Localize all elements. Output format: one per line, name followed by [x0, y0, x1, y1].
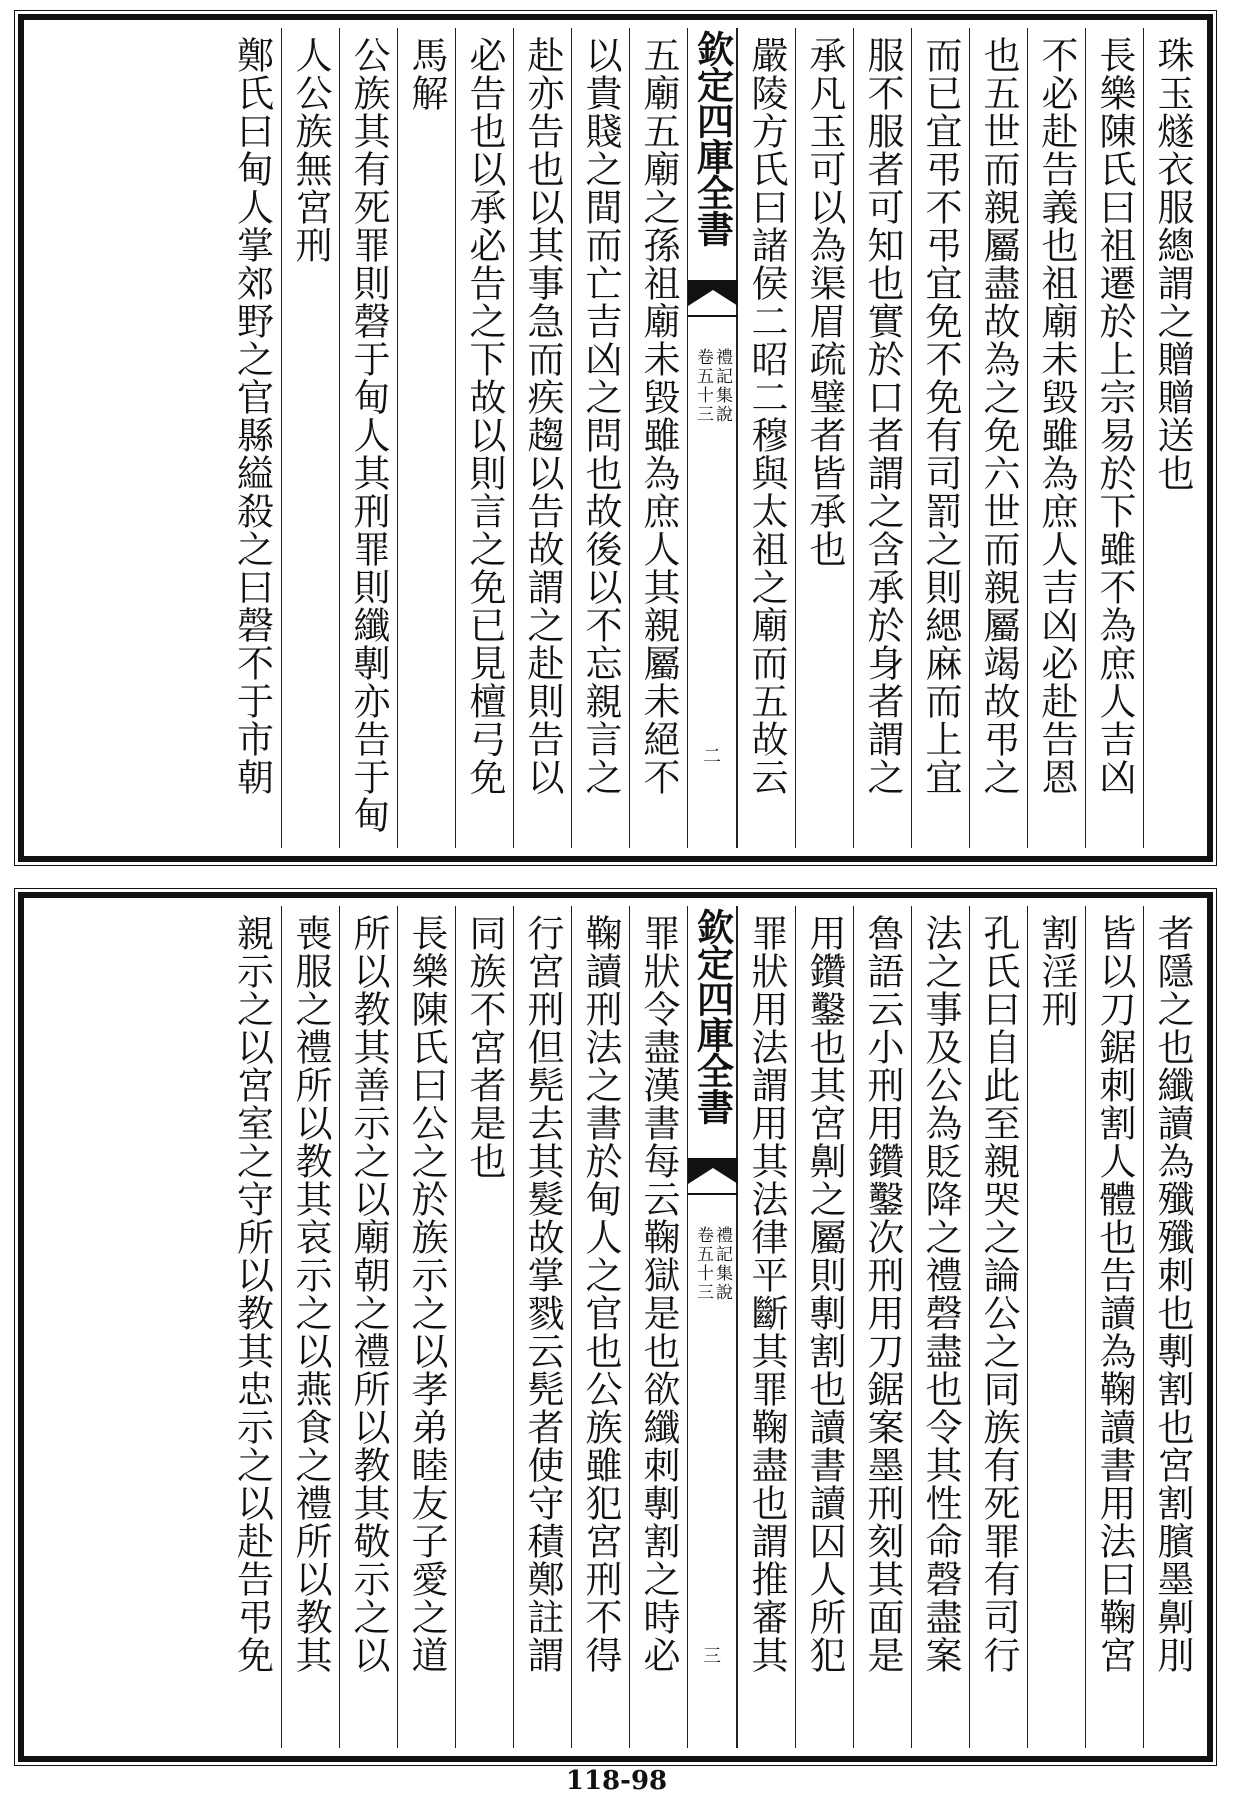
text-column	[911, 906, 969, 1748]
column-text: 長樂陳氏曰祖遷於上宗易於下雖不為庶人吉凶	[1093, 36, 1136, 796]
text-column	[339, 906, 397, 1748]
column-text: 嚴陵方氏曰諸侯二昭二穆與太祖之廟而五故云	[745, 36, 788, 796]
bottom-page-frame	[18, 892, 1213, 1762]
leaf-number: 二	[703, 746, 721, 767]
column-text: 行宮刑但髡去其髮故掌戮云髡者使守積鄭註謂	[521, 914, 564, 1674]
text-column	[1027, 28, 1085, 848]
text-column	[223, 28, 281, 848]
column-text: 五廟五廟之孫祖廟未毀雖為庶人其親屬未絕不	[637, 36, 680, 796]
column-text: 孔氏曰自此至親哭之論公之同族有死罪有司行	[977, 914, 1020, 1674]
top-page-frame	[18, 14, 1213, 862]
column-text: 罪狀用法謂用其法律平斷其罪鞠盡也謂推審其	[745, 914, 788, 1674]
library-title: 欽定四庫全書	[690, 908, 735, 1124]
text-column	[571, 906, 629, 1748]
text-column	[911, 28, 969, 848]
text-column	[969, 906, 1027, 1748]
column-text: 也五世而親屬盡故為之免六世而親屬竭故弔之	[977, 36, 1020, 796]
book-meta	[694, 1226, 730, 1302]
column-text: 承凡玉可以為渠眉疏璧者皆承也	[803, 36, 846, 568]
column-text: 所以教其善示之以廟朝之禮所以教其敬示之以	[347, 914, 390, 1674]
text-column	[455, 28, 513, 848]
book-meta	[694, 348, 730, 424]
library-title: 欽定四庫全書	[690, 30, 735, 246]
column-text: 罪狀令盡漢書每云鞠獄是也欲纖刺剸割之時必	[637, 914, 680, 1674]
text-column	[969, 28, 1027, 848]
text-column	[397, 28, 455, 848]
column-text: 親示之以宮室之守所以教其忠示之以赴告弔免	[230, 914, 274, 1674]
page-gutter	[687, 906, 737, 1748]
column-text: 不必赴告義也祖廟未毀雖為庶人吉凶必赴告恩	[1035, 36, 1078, 796]
text-column	[1085, 28, 1143, 848]
column-text: 珠玉燧衣服總謂之贈贈送也	[1151, 36, 1194, 492]
book-title: 禮記集說	[712, 1226, 732, 1302]
column-text: 服不服者可知也實於口者謂之含承於身者謂之	[861, 36, 904, 796]
text-column	[737, 906, 795, 1748]
text-column	[223, 906, 281, 1748]
text-column	[513, 28, 571, 848]
column-text: 割淫刑	[1035, 914, 1078, 1028]
column-text: 長樂陳氏曰公之於族示之以孝弟睦友子愛之道	[405, 914, 448, 1674]
column-text: 者隱之也纖讀為殲殲刺也剸割也宮割臏墨劓刖	[1151, 914, 1194, 1674]
column-text: 人公族無宮刑	[289, 36, 332, 264]
column-text: 赴亦告也以其事急而疾趨以告故謂之赴則告以	[521, 36, 564, 796]
volume-label: 卷五十三	[693, 348, 713, 424]
text-column	[397, 906, 455, 1748]
text-column	[281, 28, 339, 848]
page-number-footer: 118-98	[565, 1766, 668, 1796]
column-text: 同族不宮者是也	[463, 914, 506, 1180]
text-column	[853, 28, 911, 848]
text-column	[513, 906, 571, 1748]
text-column	[1143, 28, 1201, 848]
text-column	[571, 28, 629, 848]
text-column	[455, 906, 513, 1748]
text-column	[1143, 906, 1201, 1748]
fishtail-mark-icon	[688, 1158, 738, 1198]
column-text: 而已宜弔不弔宜免不免有司罰之則緦麻而上宜	[919, 36, 962, 796]
text-column	[281, 906, 339, 1748]
column-text: 以貴賤之間而亡吉凶之問也故後以不忘親言之	[579, 36, 622, 796]
text-column	[629, 28, 687, 848]
text-column	[737, 28, 795, 848]
text-column	[1027, 906, 1085, 1748]
text-column	[629, 906, 687, 1748]
page-gutter	[687, 28, 737, 848]
column-text: 法之事及公為貶降之禮磬盡也令其性命磬盡案	[919, 914, 962, 1674]
column-text: 喪服之禮所以教其哀示之以燕食之禮所以教其	[289, 914, 332, 1674]
volume-label: 卷五十三	[693, 1226, 713, 1302]
column-text: 鞠讀刑法之書於甸人之官也公族雖犯宮刑不得	[579, 914, 622, 1674]
column-text: 魯語云小刑用鑽鑿次刑用刀鋸案墨刑刻其面是	[861, 914, 904, 1674]
text-column	[795, 906, 853, 1748]
leaf-number: 三	[703, 1646, 721, 1667]
text-column	[853, 906, 911, 1748]
text-column	[795, 28, 853, 848]
column-text: 皆以刀鋸刺割人體也告讀為鞠讀書用法曰鞠宮	[1093, 914, 1136, 1674]
column-text: 馬解	[405, 36, 448, 112]
column-text: 用鑽鑿也其宮劓之屬則剸割也讀書讀囚人所犯	[803, 914, 846, 1674]
text-column	[1085, 906, 1143, 1748]
column-text: 公族其有死罪則磬于甸人其刑罪則纖剸亦告于甸	[347, 36, 390, 834]
fishtail-mark-icon	[688, 280, 738, 320]
bottom-page-columns	[30, 906, 1201, 1748]
column-text: 鄭氏曰甸人掌郊野之官縣縊殺之曰磬不于市朝	[230, 36, 274, 796]
top-page-columns	[30, 28, 1201, 848]
column-text: 必告也以承必告之下故以則言之免已見檀弓免	[463, 36, 506, 796]
book-title: 禮記集說	[712, 348, 732, 424]
text-column	[339, 28, 397, 848]
